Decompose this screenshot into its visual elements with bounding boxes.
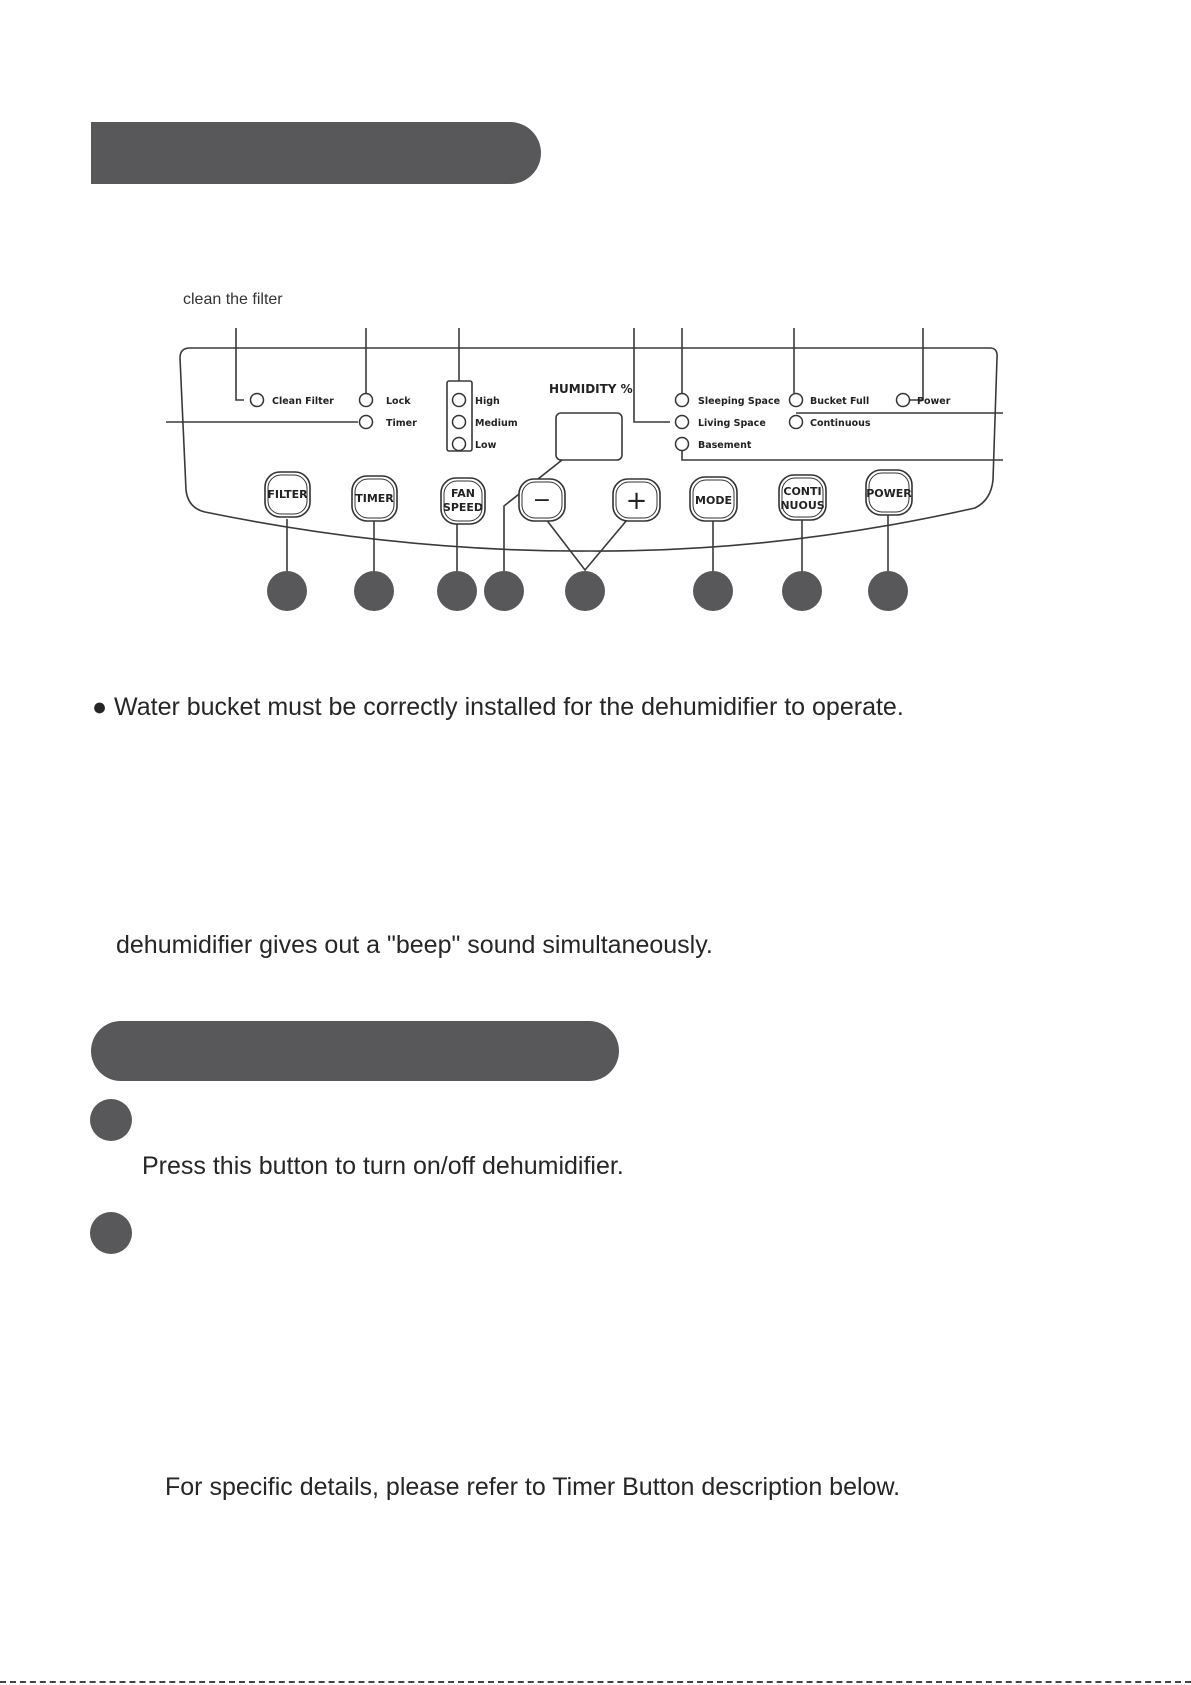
low-label: Low [475,440,497,451]
continuous-led [790,416,803,429]
section-header-bar-2 [91,1021,619,1081]
high-led [453,394,466,407]
bucket-note: ● Water bucket must be correctly installed for the dehumidifier to operate. [92,693,904,721]
control-panel-diagram [0,0,1191,640]
timer-label: Timer [386,418,417,429]
timer-led [360,416,373,429]
sleeping-space-label: Sleeping Space [698,396,781,407]
callout-dot [782,571,822,611]
item-number-dot-1 [90,1099,132,1141]
callout-dot [267,571,307,611]
high-label: High [475,396,500,407]
panel-outline [180,348,997,551]
continuous-label: Continuous [810,418,871,429]
humidity-display [556,413,622,460]
medium-led [453,416,466,429]
power-description: Press this button to turn on/off dehumidifier. [142,1152,624,1180]
power-label: Power [917,396,951,407]
continuous-label-1: CONTI [783,485,822,498]
timer-reference: For specific details, please refer to Timer Button description below. [165,1473,901,1501]
humidity-label: HUMIDITY % [549,382,633,396]
callout-dot [484,571,524,611]
callout-dot [868,571,908,611]
sleeping-space-led [676,394,689,407]
item-number-dot-2 [90,1212,132,1254]
clean-filter-note: clean the filter [183,291,283,308]
medium-label: Medium [475,418,518,429]
power-led [897,394,910,407]
clean-filter-label: Clean Filter [272,396,334,407]
mode-button-label: MODE [695,494,732,507]
fan-speed-label-2: SPEED [442,501,484,514]
plus-icon: + [625,486,648,516]
basement-led [676,438,689,451]
callout-dot [693,571,733,611]
beep-note: dehumidifier gives out a "beep" sound simultaneously. [116,931,713,959]
living-space-led [676,416,689,429]
continuous-label-2: NUOUS [780,499,825,512]
bucket-full-label: Bucket Full [810,396,870,407]
fan-speed-label-1: FAN [451,487,475,500]
power-button-label: POWER [866,487,912,500]
basement-label: Basement [698,440,752,451]
callout-dot [354,571,394,611]
lock-label: Lock [386,396,411,407]
lock-led [360,394,373,407]
minus-icon: − [532,488,552,513]
living-space-label: Living Space [698,418,766,429]
timer-button-label: TIMER [355,492,394,505]
callout-dot [437,571,477,611]
callout-dot [565,571,605,611]
clean-filter-led [251,394,264,407]
filter-button-label: FILTER [267,488,308,501]
bucket-full-led [790,394,803,407]
page-bottom-rule [0,1681,1191,1683]
low-led [453,438,466,451]
